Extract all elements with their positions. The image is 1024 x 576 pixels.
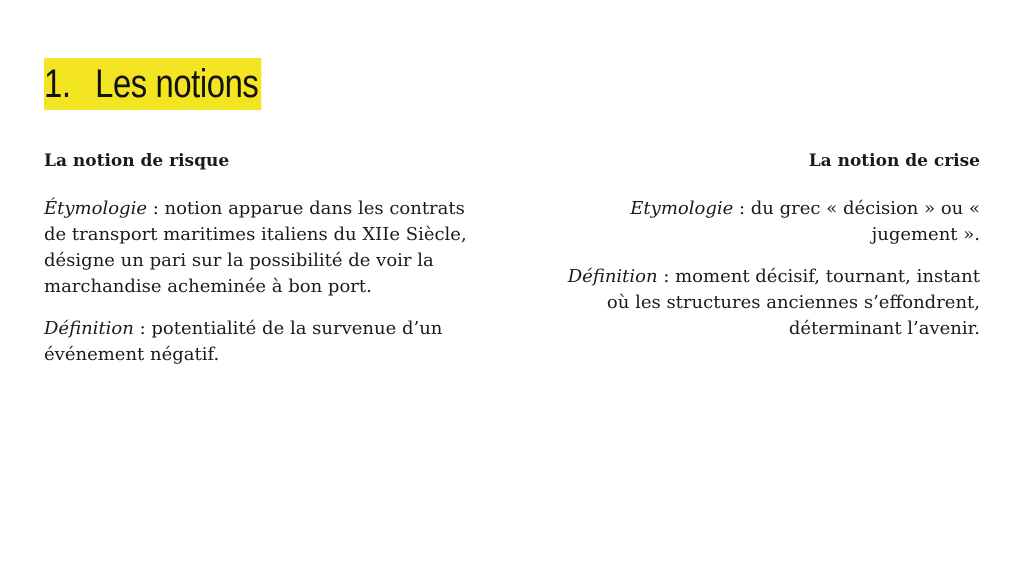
crisis-definition <box>540 264 980 342</box>
risk-etymology-text: : notion apparue dans les contrats de transport maritimes italiens du XIIe Siècle, désigne un pari sur la possibilité de voir la marchandise acheminée à bon port. <box>44 198 467 297</box>
risk-heading: La notion de risque <box>44 151 230 171</box>
title-number: 1. <box>44 61 71 106</box>
risk-etymology <box>44 196 484 300</box>
slide-title <box>44 58 262 110</box>
crisis-etymology-text: : du grec « décision » ou « jugement ». <box>733 198 980 245</box>
risk-etymology-label: Étymologie <box>44 198 147 219</box>
crisis-heading: La notion de crise <box>808 151 980 171</box>
risk-column <box>44 148 484 384</box>
crisis-definition-label: Définition <box>567 266 658 287</box>
risk-definition <box>44 316 484 368</box>
crisis-etymology-label: Etymologie <box>630 198 734 219</box>
crisis-definition-text: : moment décisif, tournant, instant où les structures anciennes s’effondrent, déterminant l’avenir. <box>606 266 980 339</box>
crisis-etymology <box>540 196 980 248</box>
crisis-column <box>540 148 980 358</box>
risk-definition-label: Définition <box>44 318 134 339</box>
risk-definition-text: : potentialité de la survenue d’un événement négatif. <box>44 318 443 365</box>
title-text: Les notions <box>95 61 259 106</box>
